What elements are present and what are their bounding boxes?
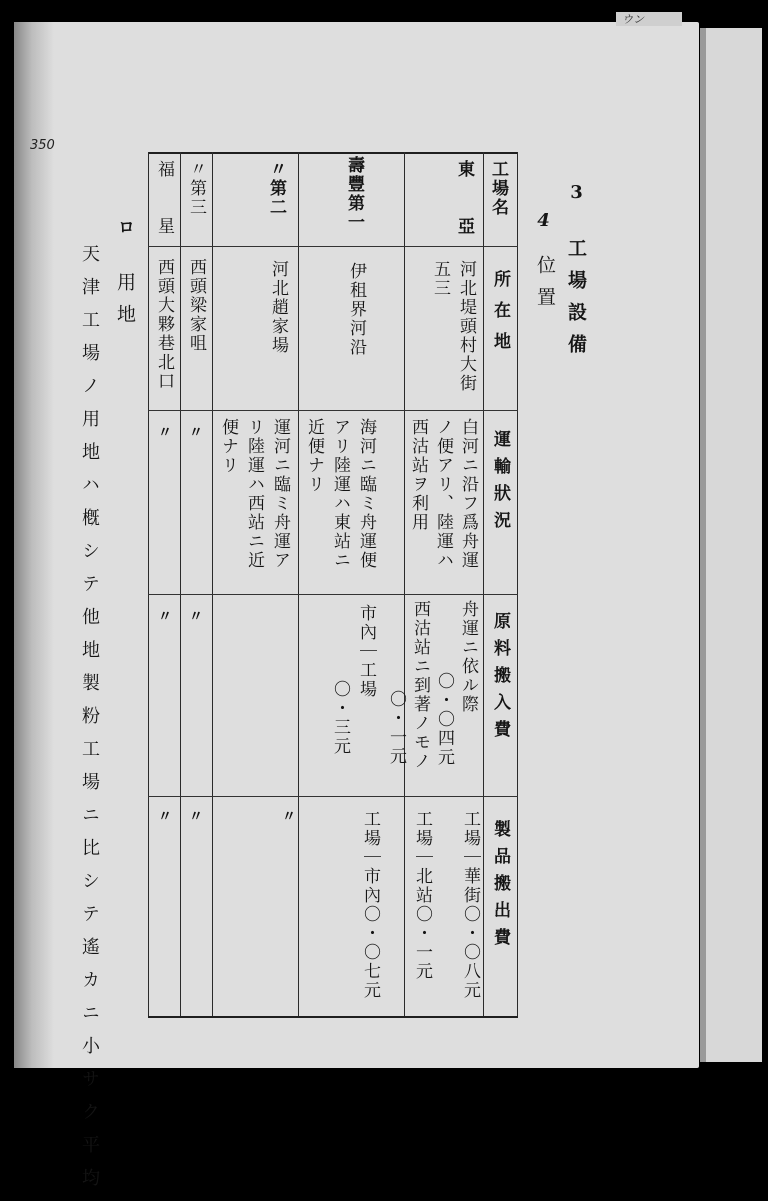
row1-raw-cost-line4: 〇・一元 [386, 690, 406, 766]
header-factory-name: 工場名 [488, 160, 508, 217]
row2-raw-cost-line2: 〇・三元 [330, 680, 350, 756]
table-right-rule [517, 152, 518, 1016]
row3-factory: 〃第二 [266, 160, 286, 217]
table-bottom-rule [148, 1016, 518, 1018]
row3-transport-line3: 便ナリ [218, 418, 238, 475]
row-divider-1 [404, 152, 405, 1016]
row1-factory: 東亞 [454, 160, 474, 274]
row1-transport-line2: ノ便アリ、陸運ハ [433, 418, 453, 570]
row1-transport-line1: 白河ニ沿フ爲舟運 [458, 418, 478, 570]
subsection-title: 位置 [534, 255, 556, 319]
row4-raw-cost-ditto: 〃 [189, 609, 203, 625]
row5-location: 西頭大夥巷北口 [154, 258, 174, 391]
row1-raw-cost-line1: 舟運ニ依ル際 [458, 600, 478, 714]
row4-factory: 〃第三 [186, 160, 206, 217]
row1-location-line1: 河北堤頭村大街 [456, 260, 476, 393]
column-divider-2 [148, 410, 518, 411]
row2-transport-line1: 海河ニ臨ミ舟運便 [356, 418, 376, 570]
row2-raw-cost-line1: 市內｜工場 [356, 604, 376, 699]
subsection-number: 4 [533, 210, 554, 238]
row4-location: 西頭梁家咀 [186, 258, 206, 353]
row1-transport-line3: 西沽站ヲ利用 [408, 418, 428, 532]
row2-location: 伊租界河沿 [346, 262, 366, 357]
row5-factory: 福星 [154, 160, 174, 274]
binding-shadow [14, 22, 54, 1068]
row5-product-cost-ditto: 〃 [158, 809, 172, 825]
corner-tag: ウン [616, 12, 682, 26]
row3-location: 河北趙家場 [268, 260, 288, 355]
row2-factory: 壽豐第一 [344, 156, 364, 232]
row1-location-line2: 五三 [430, 260, 450, 298]
table-top-rule [148, 152, 518, 154]
margin-note: 350 [30, 138, 55, 153]
row1-raw-cost-line3: 西沽站ニ到著ノモノ [410, 600, 430, 771]
header-product-cost: 製品搬出費 [490, 820, 510, 955]
row3-product-cost-ditto: 〃 [282, 809, 296, 825]
header-location: 所在地 [490, 270, 510, 363]
row5-raw-cost-ditto: 〃 [158, 609, 172, 625]
section-title: 工場設備 [565, 238, 587, 366]
row3-transport-line1: 運河ニ臨ミ舟運ア [270, 418, 290, 570]
row-divider-4 [180, 152, 181, 1016]
row1-product-cost-line2: 工場｜北站〇・一元 [412, 810, 432, 981]
column-divider-3 [148, 594, 518, 595]
next-page-edge [706, 28, 762, 1062]
row2-product-cost: 工場｜市內〇・〇七元 [360, 810, 380, 1000]
row4-product-cost-ditto: 〃 [189, 809, 203, 825]
row3-transport-line2: リ陸運ハ西站ニ近 [244, 418, 264, 570]
table-left-rule [148, 152, 149, 1016]
section2-mark: ロ [114, 218, 134, 237]
section2-title: 用地 [114, 272, 136, 336]
body-paragraph: 天津工場ノ用地ハ槪シテ他地製粉工場ニ比シテ遙カニ小サク平均 [79, 244, 100, 1201]
row-divider-2 [298, 152, 299, 1016]
row5-transport-ditto: 〃 [158, 425, 172, 441]
row1-raw-cost-line2: 〇・〇四元 [434, 672, 454, 767]
header-raw-material-cost: 原料搬入費 [490, 612, 510, 747]
row4-transport-ditto: 〃 [189, 425, 203, 441]
header-divider [483, 152, 484, 1016]
row1-product-cost-line1: 工場｜華街〇・〇八元 [460, 810, 480, 1000]
row-divider-3 [212, 152, 213, 1016]
column-divider-4 [148, 796, 518, 797]
row2-transport-line2: アリ陸運ハ東站ニ [330, 418, 350, 570]
section-number: 3 [566, 182, 587, 210]
header-transport: 運輸狀況 [490, 430, 510, 538]
row2-transport-line3: 近便ナリ [304, 418, 324, 494]
